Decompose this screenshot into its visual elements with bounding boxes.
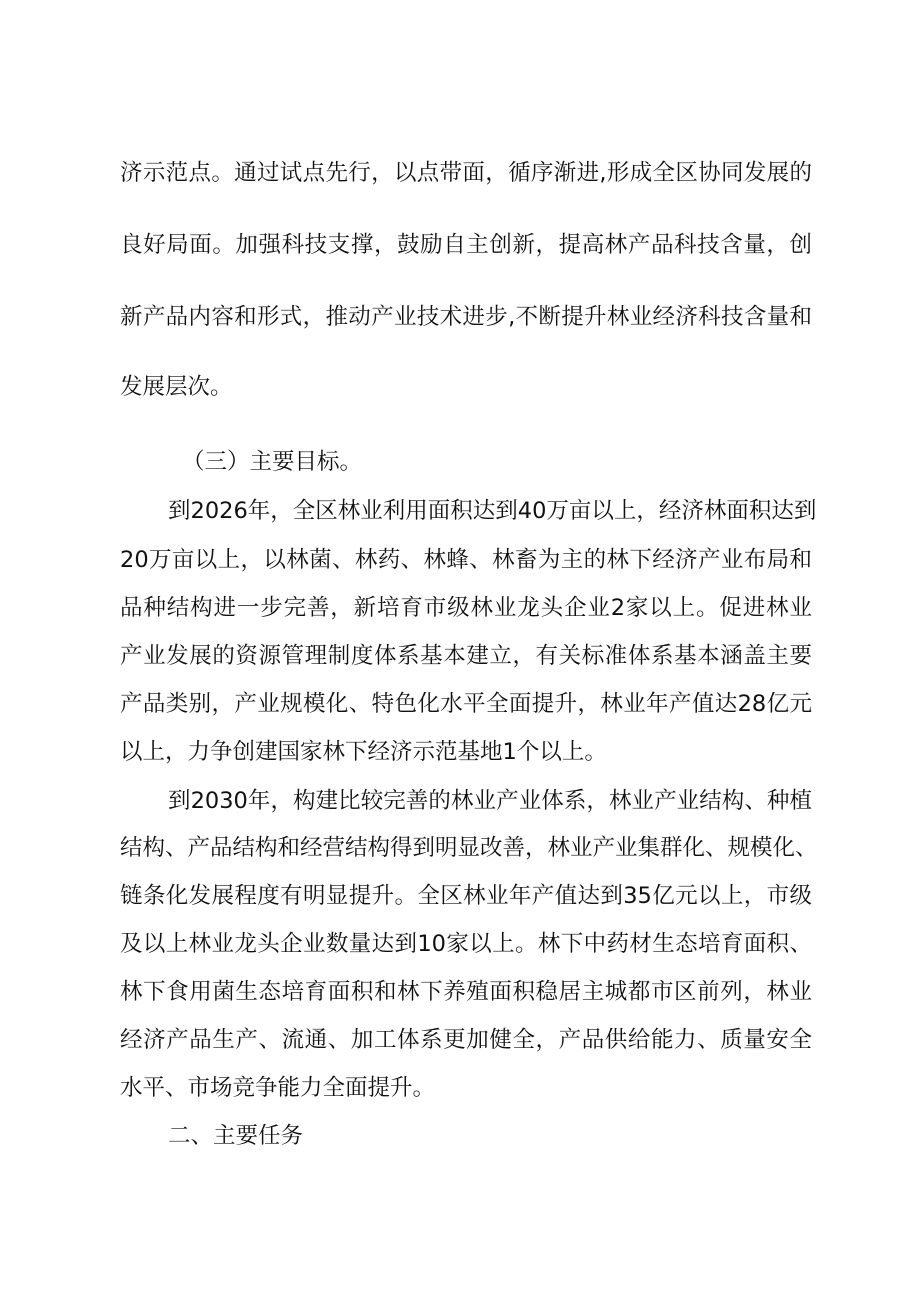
- text-line: 济示范点。通过试点先行，以点带面，循序渐进,形成全区协同发展的: [120, 160, 812, 186]
- text-line: 经济产品生产、流通、加工体系更加健全，产品供给能力、质量安全: [120, 1027, 812, 1053]
- text-line: 新产品内容和形式，推动产业技术进步,不断提升林业经济科技含量和: [120, 304, 812, 330]
- text-line: 以上，力争创建国家林下经济示范基地1个以上。: [120, 739, 607, 765]
- text-line: 林下食用菌生态培育面积和林下养殖面积稳居主城都市区前列，林业: [120, 979, 812, 1005]
- text-line: 产品类别，产业规模化、特色化水平全面提升，林业年产值达28亿元: [120, 691, 812, 717]
- section-heading: （三）主要目标。: [182, 449, 363, 475]
- text-line: 水平、市场竞争能力全面提升。: [120, 1075, 436, 1101]
- text-line: 品种结构进一步完善，新培育市级林业龙头企业2家以上。促进林业: [120, 595, 812, 621]
- chapter-heading: 二、主要任务: [168, 1123, 304, 1149]
- text-line: 发展层次。: [120, 374, 233, 400]
- text-line: 结构、产品结构和经营结构得到明显改善，林业产业集群化、规模化、: [120, 835, 818, 861]
- text-line: 20万亩以上，以林菌、林药、林蜂、林畜为主的林下经济产业布局和: [120, 547, 812, 573]
- text-line: 到2030年，构建比较完善的林业产业体系，林业产业结构、种植: [168, 788, 812, 814]
- text-line: 及以上林业龙头企业数量达到10家以上。林下中药材生态培育面积、: [120, 931, 812, 957]
- text-line: 到2026年，全区林业利用面积达到40万亩以上，经济林面积达到: [168, 498, 817, 524]
- text-line: 链条化发展程度有明显提升。全区林业年产值达到35亿元以上，市级: [120, 883, 812, 909]
- text-line: 产业发展的资源管理制度体系基本建立，有关标准体系基本涵盖主要: [120, 643, 812, 669]
- text-line: 良好局面。加强科技支撑，鼓励自主创新，提高林产品科技含量，创: [120, 232, 812, 258]
